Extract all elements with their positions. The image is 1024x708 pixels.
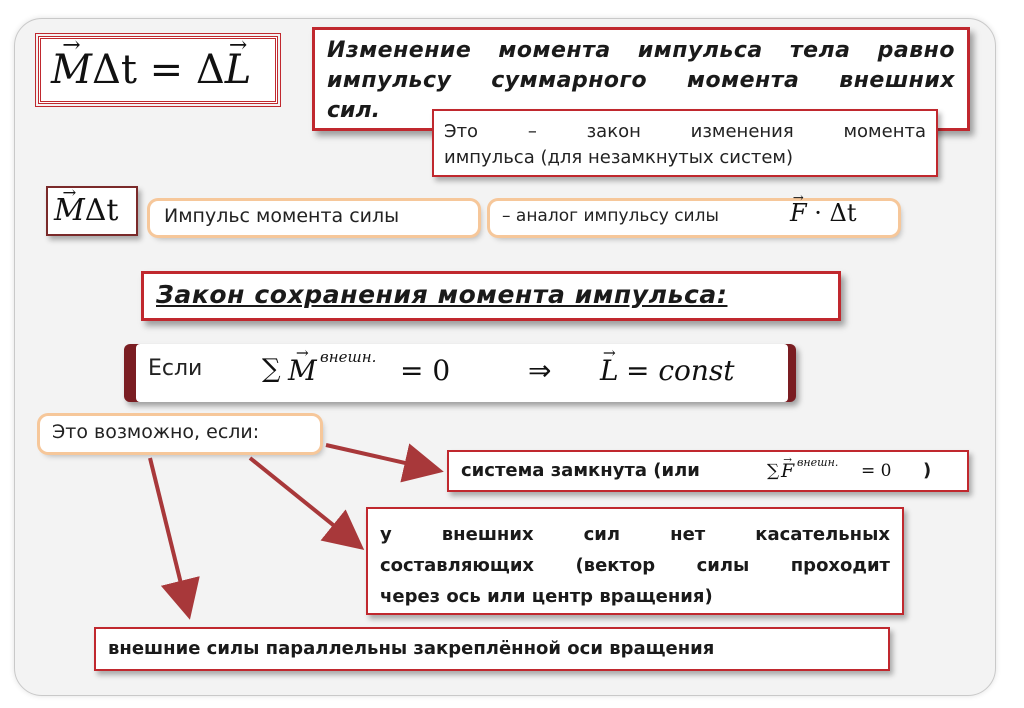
- law-title: Закон сохранения момента импульса:: [156, 280, 728, 309]
- equals-sign: =: [149, 47, 184, 93]
- equals-zero: = 0: [400, 354, 451, 387]
- vector-L: → L: [225, 47, 252, 93]
- sum-symbol: ∑: [262, 354, 281, 384]
- superscript-external: внешн.: [320, 348, 377, 366]
- statement-line-1: Изменение момента импульса тела равно: [327, 38, 955, 63]
- parallel-text: внешние силы параллельны закреплённой оси вращения: [108, 638, 715, 659]
- equals-const: = const: [626, 354, 735, 387]
- impulse-label: Импульс момента силы: [164, 205, 400, 227]
- vector-M: → M: [51, 47, 92, 93]
- closed-F: [781, 460, 794, 482]
- esli-label: Если: [148, 356, 203, 381]
- closed-superscript: внешн.: [797, 456, 839, 469]
- implies-arrow: ⇒: [528, 354, 552, 387]
- parallel-box: [94, 627, 890, 671]
- tangential-line-3: через ось или центр вращения): [380, 586, 713, 607]
- closed-suffix: ): [923, 460, 932, 481]
- arrow-to-tangential: [250, 458, 358, 545]
- closed-sum: ∑: [767, 461, 780, 481]
- analog-label: – аналог импульсу силы: [502, 206, 719, 226]
- tangential-line-1: у внешних сил нет касательных: [380, 524, 890, 545]
- tangential-box: [366, 507, 904, 615]
- tangential-line-2: составляющих (вектор силы проходит: [380, 555, 890, 576]
- possible-label: Это возможно, если:: [52, 421, 260, 443]
- vector-F: → F: [790, 199, 807, 227]
- vector-M-cond: → M: [288, 354, 317, 387]
- statement-line-2: импульсу суммарного момента внешних: [327, 68, 955, 93]
- arrow-to-closed: [326, 445, 436, 470]
- closed-prefix: система замкнута (или: [461, 460, 700, 481]
- delta-t-small: Δt: [84, 193, 119, 228]
- vector-L-cond: → L: [600, 354, 619, 387]
- delta-t: Δt: [91, 47, 137, 93]
- vector-F-closed: → F: [781, 460, 794, 482]
- statement-line-3: сил.: [327, 98, 380, 123]
- note-line-1: Это – закон изменения момента: [444, 121, 926, 142]
- dot-delta-t: · Δt: [814, 199, 857, 227]
- closed-system-box: [447, 450, 969, 492]
- arrow-to-parallel: [150, 458, 188, 612]
- closed-equals-zero: = 0: [861, 461, 892, 481]
- delta: Δ: [195, 47, 225, 93]
- note-line-2: импульса (для незамкнутых систем): [444, 147, 794, 168]
- vector-M-small: → M: [54, 193, 85, 228]
